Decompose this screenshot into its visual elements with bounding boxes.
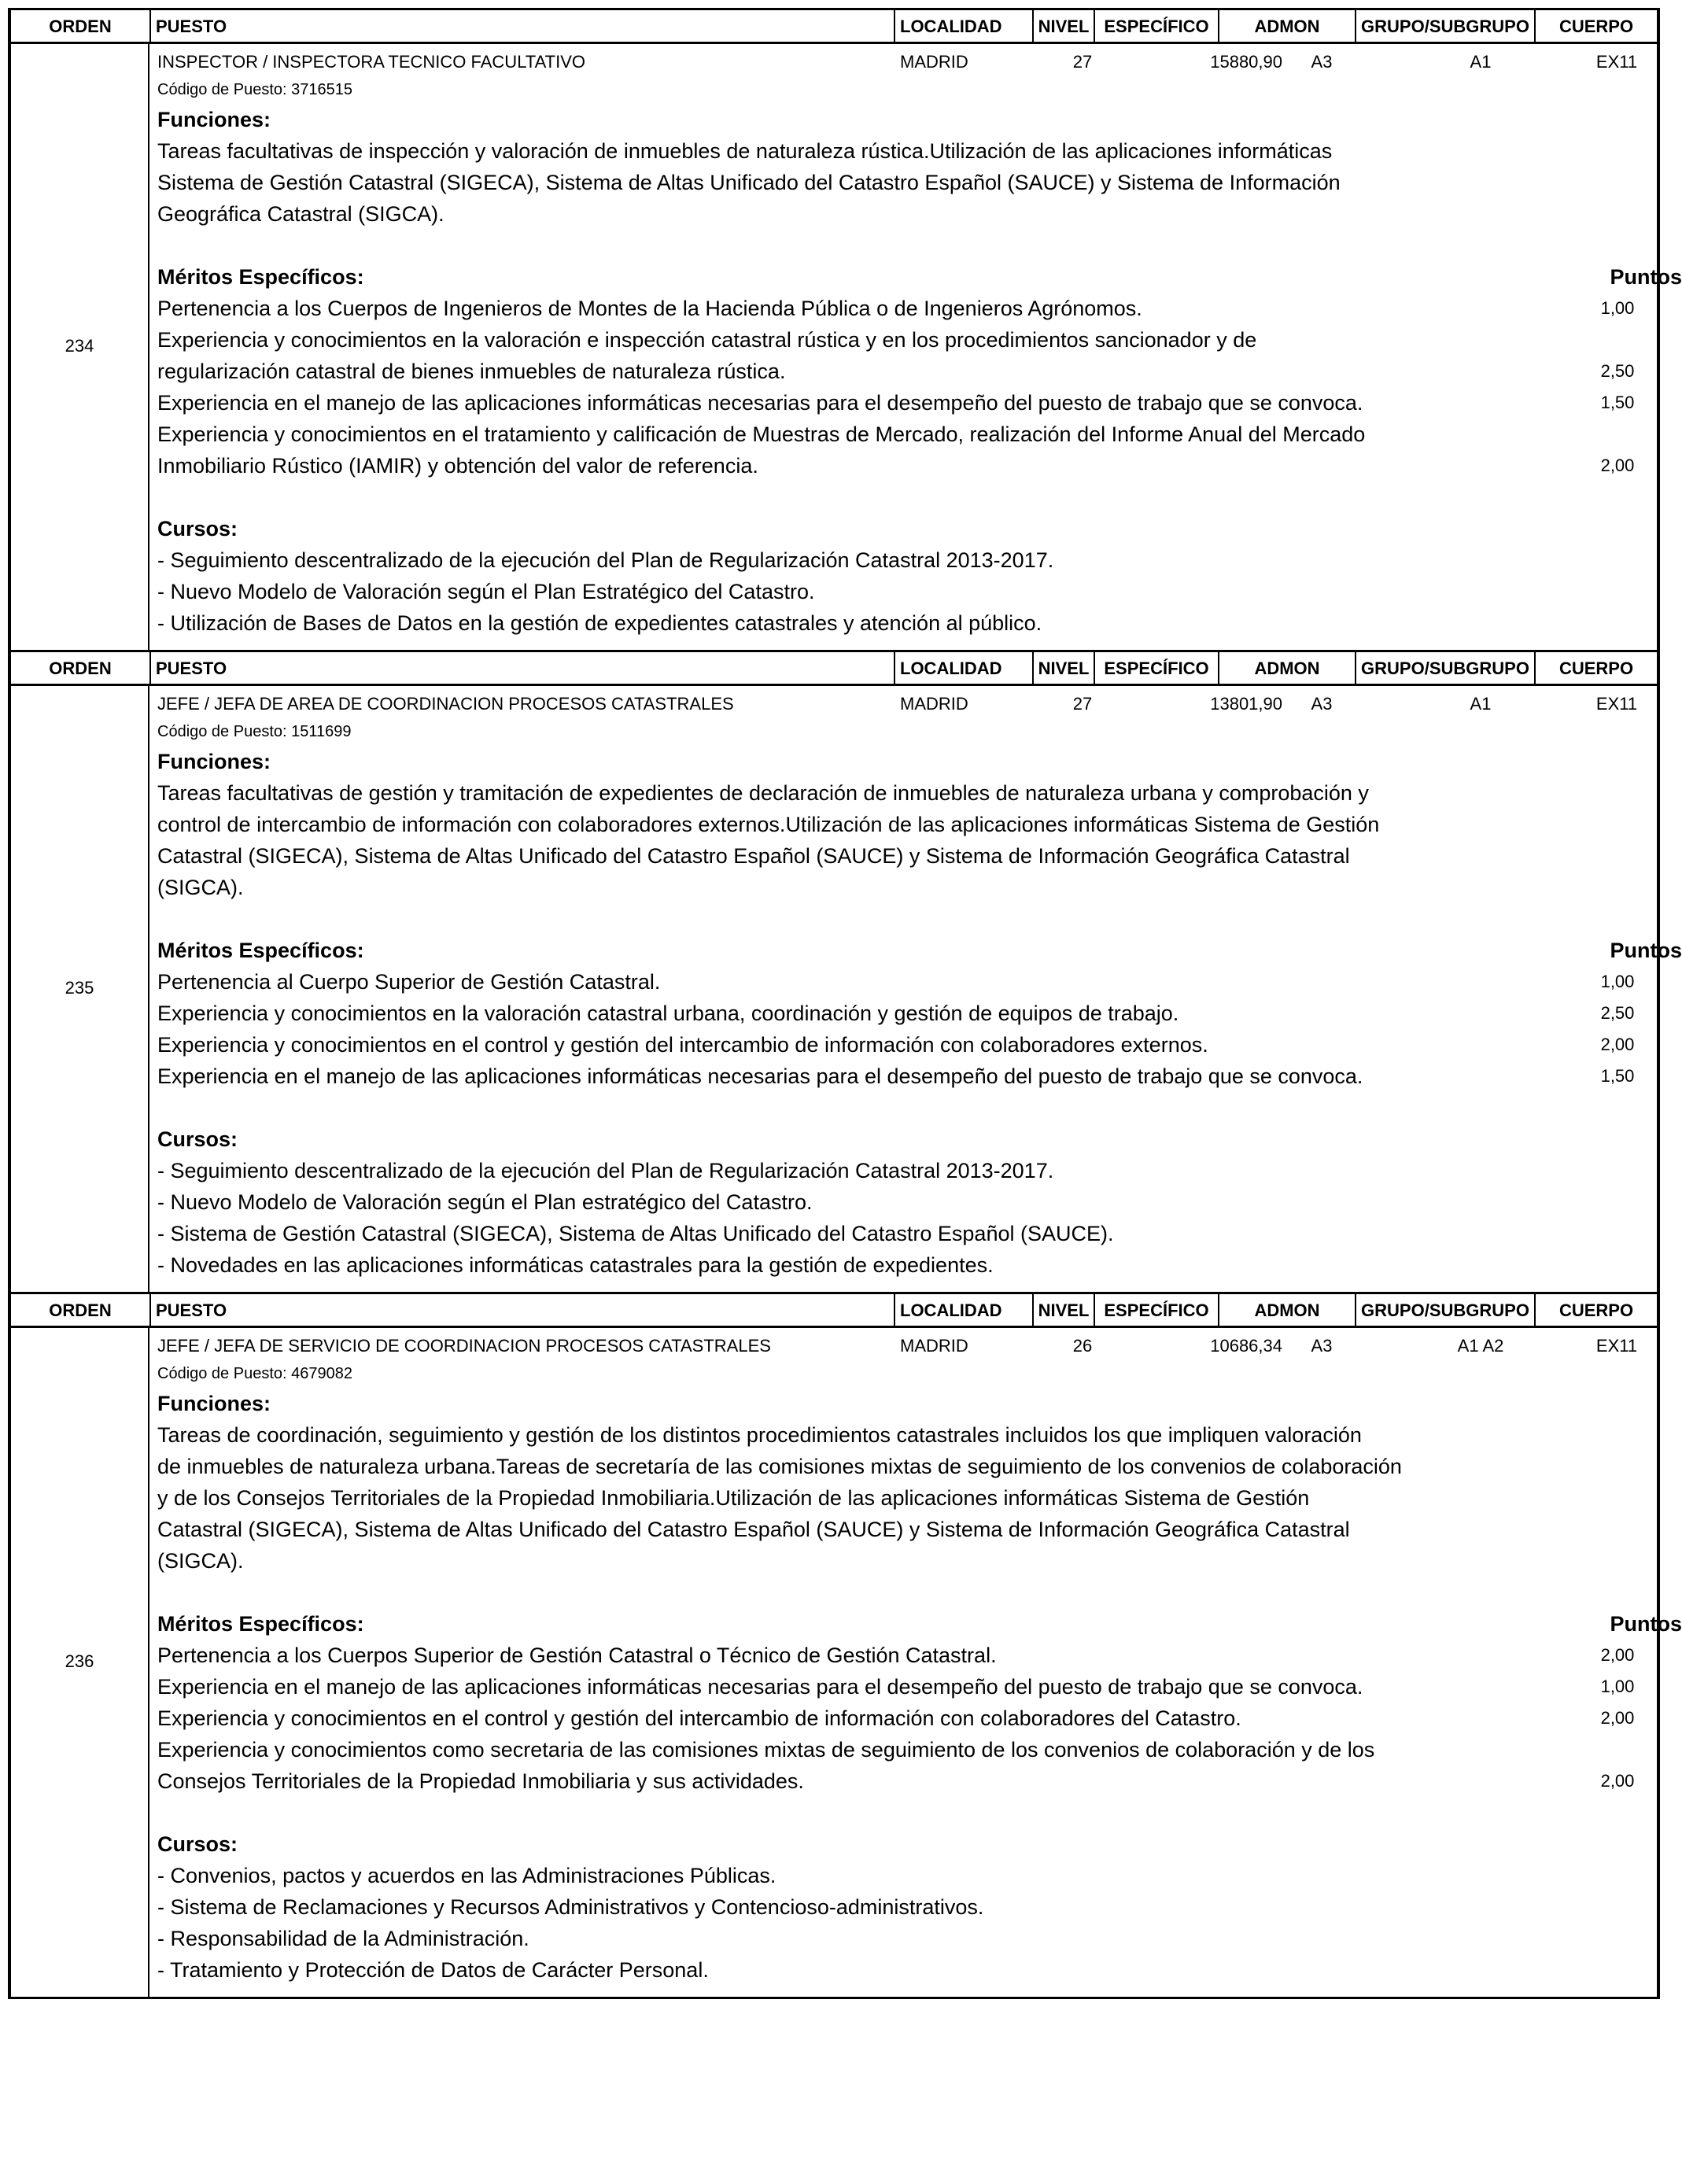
- merito-item: [157, 1029, 1635, 1061]
- header-cuerpo: CUERPO: [1558, 1300, 1634, 1320]
- merito-puntos: 2,00: [1600, 1035, 1635, 1054]
- curso-item: - Convenios, pactos y acuerdos en las Administraciones Públicas.: [157, 1864, 776, 1887]
- spacer: [157, 481, 1657, 513]
- curso-item: - Responsabilidad de la Administración.: [157, 1927, 529, 1950]
- meritos-header-row: [157, 261, 1682, 293]
- merito-puntos: 1,00: [1600, 298, 1635, 318]
- codigo-puesto: Código de Puesto: 1511699: [157, 723, 352, 740]
- meritos-heading: Méritos Específicos:: [157, 939, 364, 962]
- merito-puntos: 2,00: [1600, 1771, 1635, 1791]
- header-grupo: GRUPO/SUBGRUPO: [1355, 1294, 1536, 1326]
- field-especifico: 10686,34: [1210, 1336, 1282, 1356]
- merito-puntos: 1,00: [1600, 972, 1635, 991]
- header-grupo: GRUPO/SUBGRUPO: [1355, 10, 1536, 42]
- merito-line: Inmobiliario Rústico (IAMIR) y obtención del valor de referencia.: [157, 454, 758, 478]
- field-admon: A3: [1311, 694, 1333, 714]
- merito-item: [157, 324, 1635, 387]
- merito-item: [157, 1703, 1635, 1734]
- field-localidad: MADRID: [900, 694, 968, 714]
- field-especifico: 15880,90: [1210, 52, 1282, 72]
- merito-line: Pertenencia al Cuerpo Superior de Gestión Catastral.: [157, 970, 661, 994]
- curso-item: - Sistema de Reclamaciones y Recursos Administrativos y Contencioso-administrativos.: [157, 1895, 984, 1919]
- table-header: [11, 1294, 1657, 1328]
- merito-puntos: 1,00: [1600, 1677, 1635, 1696]
- funciones-line: (SIGCA).: [157, 1549, 244, 1573]
- header-especifico: ESPECÍFICO: [1094, 1294, 1219, 1326]
- funciones-line: Catastral (SIGECA), Sistema de Altas Unificado del Catastro Español (SAUCE) y Sistema de Información Geográfica Catastral: [157, 844, 1350, 868]
- merito-puntos: 2,00: [1600, 1708, 1635, 1728]
- field-localidad: MADRID: [900, 52, 968, 72]
- puntos-heading: Puntos: [1610, 1612, 1682, 1636]
- field-admon: A3: [1311, 52, 1333, 72]
- header-especifico: ESPECÍFICO: [1094, 652, 1219, 684]
- merito-puntos: 2,00: [1600, 1645, 1635, 1665]
- field-grupo: A1: [1470, 694, 1492, 714]
- merito-line: Experiencia y conocimientos en el tratamiento y calificación de Muestras de Mercado, realización del Informe Anual del Mercado: [157, 422, 1366, 446]
- header-admon: ADMON: [1254, 1300, 1320, 1320]
- table-header: [11, 652, 1657, 686]
- position-row: [157, 691, 1657, 718]
- orden-column: [11, 1328, 149, 1997]
- field-grupo: A1 A2: [1457, 1336, 1504, 1356]
- entry-content: [157, 44, 1682, 650]
- job-entry: [8, 650, 1682, 1292]
- cursos-heading: Cursos:: [157, 517, 238, 540]
- orden-column: [11, 686, 149, 1292]
- cursos-heading: Cursos:: [157, 1832, 238, 1856]
- header-localidad: LOCALIDAD: [894, 1294, 1032, 1326]
- funciones-line: Tareas facultativas de inspección y valoración de inmuebles de naturaleza rústica.Utilización de las aplicaciones informáticas: [157, 139, 1333, 163]
- merito-line: Pertenencia a los Cuerpos de Ingenieros de Montes de la Hacienda Pública o de Ingenieros Agrónomos.: [157, 297, 1142, 320]
- merito-line: Experiencia en el manejo de las aplicaciones informáticas necesarias para el desempeño del puesto de trabajo que se convoca.: [157, 1675, 1363, 1699]
- merito-item: [157, 1671, 1635, 1703]
- funciones-heading: Funciones:: [157, 108, 271, 131]
- field-especifico: 13801,90: [1210, 694, 1282, 714]
- entry-content: [157, 686, 1682, 1292]
- job-listing-document: [8, 8, 1682, 1999]
- merito-puntos: 2,50: [1600, 1003, 1635, 1023]
- field-puesto: JEFE / JEFA DE SERVICIO DE COORDINACION PROCESOS CATASTRALES: [157, 1336, 771, 1356]
- field-puesto: JEFE / JEFA DE AREA DE COORDINACION PROCESOS CATASTRALES: [157, 694, 734, 714]
- field-cuerpo: EX11: [1595, 52, 1638, 72]
- funciones-line: Geográfica Catastral (SIGCA).: [157, 202, 444, 226]
- codigo-puesto: Código de Puesto: 3716515: [157, 81, 352, 98]
- funciones-line: control de intercambio de información con colaboradores externos.Utilización de las aplicaciones informáticas Sistema de Gestión: [157, 813, 1380, 836]
- curso-item: - Seguimiento descentralizado de la ejecución del Plan de Regularización Catastral 2013-2017.: [157, 548, 1054, 572]
- funciones-line: de inmuebles de naturaleza urbana.Tareas de secretaría de las comisiones mixtas de seguimiento de los convenios de colaboración: [157, 1455, 1402, 1478]
- merito-item: [157, 419, 1635, 481]
- meritos-header-row: [157, 935, 1682, 966]
- header-nivel: NIVEL: [1032, 1294, 1094, 1326]
- puntos-heading: Puntos: [1610, 265, 1682, 289]
- header-nivel: NIVEL: [1032, 652, 1094, 684]
- funciones-heading: Funciones:: [157, 1392, 271, 1415]
- field-nivel: 27: [1072, 52, 1093, 72]
- orden-column: [11, 44, 149, 650]
- funciones-line: Tareas facultativas de gestión y tramitación de expedientes de declaración de inmuebles de naturaleza urbana y comprobación y: [157, 781, 1369, 805]
- header-cuerpo: CUERPO: [1558, 17, 1634, 36]
- merito-puntos: 1,50: [1600, 393, 1635, 412]
- header-orden: ORDEN: [49, 1300, 112, 1320]
- puntos-heading: Puntos: [1610, 939, 1682, 962]
- merito-line: Experiencia en el manejo de las aplicaciones informáticas necesarias para el desempeño del puesto de trabajo que se convoca.: [157, 391, 1363, 415]
- field-admon: A3: [1311, 1336, 1333, 1356]
- merito-line: Experiencia y conocimientos como secretaria de las comisiones mixtas de seguimiento de los convenios de colaboración y de los: [157, 1738, 1375, 1762]
- orden-number: 236: [65, 1651, 94, 1671]
- orden-number: 234: [65, 336, 94, 356]
- table-header: [11, 10, 1657, 44]
- job-entry: [8, 8, 1682, 650]
- merito-line: Experiencia y conocimientos en el control y gestión del intercambio de información con colaboradores externos.: [157, 1033, 1208, 1057]
- meritos-header-row: [157, 1608, 1682, 1640]
- merito-item: [157, 1061, 1635, 1092]
- funciones-line: y de los Consejos Territoriales de la Propiedad Inmobiliaria.Utilización de las aplicaciones informáticas Sistema de Gestión: [157, 1486, 1310, 1510]
- field-cuerpo: EX11: [1595, 1336, 1638, 1356]
- spacer: [157, 1092, 1657, 1123]
- header-orden: ORDEN: [49, 659, 112, 678]
- merito-line: Experiencia en el manejo de las aplicaciones informáticas necesarias para el desempeño del puesto de trabajo que se convoca.: [157, 1064, 1363, 1088]
- header-localidad: LOCALIDAD: [894, 10, 1032, 42]
- merito-puntos: 2,50: [1600, 361, 1635, 381]
- funciones-line: (SIGCA).: [157, 876, 244, 899]
- header-puesto: PUESTO: [149, 10, 894, 42]
- field-nivel: 27: [1072, 694, 1093, 714]
- field-grupo: A1: [1470, 52, 1492, 72]
- curso-item: - Seguimiento descentralizado de la ejecución del Plan de Regularización Catastral 2013-2017.: [157, 1159, 1054, 1182]
- header-localidad: LOCALIDAD: [894, 652, 1032, 684]
- field-puesto: INSPECTOR / INSPECTORA TECNICO FACULTATIVO: [157, 52, 585, 72]
- codigo-puesto: Código de Puesto: 4679082: [157, 1365, 352, 1382]
- funciones-heading: Funciones:: [157, 750, 271, 773]
- merito-puntos: 1,50: [1600, 1066, 1635, 1086]
- merito-item: [157, 387, 1635, 419]
- merito-item: [157, 1640, 1635, 1671]
- funciones-line: Tareas de coordinación, seguimiento y gestión de los distintos procedimientos catastrales incluidos los que impliquen valoración: [157, 1423, 1362, 1447]
- merito-line: Experiencia y conocimientos en la valoración catastral urbana, coordinación y gestión de equipos de trabajo.: [157, 1002, 1179, 1025]
- header-admon: ADMON: [1254, 659, 1320, 678]
- curso-item: - Nuevo Modelo de Valoración según el Plan Estratégico del Catastro.: [157, 580, 815, 603]
- header-puesto: PUESTO: [149, 1294, 894, 1326]
- funciones-line: Catastral (SIGECA), Sistema de Altas Unificado del Catastro Español (SAUCE) y Sistema de Información Geográfica Catastral: [157, 1518, 1350, 1541]
- cursos-heading: Cursos:: [157, 1127, 238, 1151]
- field-localidad: MADRID: [900, 1336, 968, 1356]
- field-cuerpo: EX11: [1595, 694, 1638, 714]
- merito-puntos: 2,00: [1600, 456, 1635, 475]
- header-admon: ADMON: [1254, 17, 1320, 36]
- header-cuerpo: CUERPO: [1558, 659, 1634, 678]
- header-orden: ORDEN: [49, 17, 112, 36]
- entry-body: [11, 686, 1682, 1292]
- entry-content: [157, 1328, 1682, 1997]
- job-entry: [8, 1292, 1682, 1999]
- funciones-line: Sistema de Gestión Catastral (SIGECA), Sistema de Altas Unificado del Catastro Español (SAUCE) y Sistema de Información: [157, 171, 1341, 194]
- meritos-heading: Méritos Específicos:: [157, 265, 364, 289]
- header-puesto: PUESTO: [149, 652, 894, 684]
- merito-line: Experiencia y conocimientos en la valoración e inspección catastral rústica y en los procedimientos sancionador y de: [157, 328, 1257, 352]
- header-nivel: NIVEL: [1032, 10, 1094, 42]
- entry-body: [11, 44, 1682, 650]
- merito-item: [157, 293, 1635, 324]
- merito-line: Pertenencia a los Cuerpos Superior de Gestión Catastral o Técnico de Gestión Catastral.: [157, 1644, 997, 1667]
- field-nivel: 26: [1072, 1336, 1093, 1356]
- spacer: [157, 1797, 1657, 1828]
- position-row: [157, 1333, 1657, 1359]
- merito-line: regularización catastral de bienes inmuebles de naturaleza rústica.: [157, 360, 786, 383]
- merito-item: [157, 1734, 1635, 1797]
- merito-item: [157, 998, 1635, 1029]
- merito-line: Consejos Territoriales de la Propiedad Inmobiliaria y sus actividades.: [157, 1769, 804, 1793]
- merito-line: Experiencia y conocimientos en el control y gestión del intercambio de información con colaboradores del Catastro.: [157, 1706, 1241, 1730]
- meritos-heading: Méritos Específicos:: [157, 1612, 364, 1636]
- spacer: [157, 230, 1657, 261]
- entry-body: [11, 1328, 1682, 1997]
- curso-item: - Nuevo Modelo de Valoración según el Plan estratégico del Catastro.: [157, 1190, 813, 1214]
- spacer: [157, 903, 1657, 935]
- merito-item: [157, 966, 1635, 998]
- orden-number: 235: [65, 978, 94, 998]
- curso-item: - Tratamiento y Protección de Datos de Carácter Personal.: [157, 1958, 709, 1982]
- curso-item: - Utilización de Bases de Datos en la gestión de expedientes catastrales y atención al público.: [157, 611, 1042, 635]
- header-especifico: ESPECÍFICO: [1094, 10, 1219, 42]
- header-grupo: GRUPO/SUBGRUPO: [1355, 652, 1536, 684]
- spacer: [157, 1577, 1657, 1608]
- curso-item: - Novedades en las aplicaciones informáticas catastrales para la gestión de expedientes.: [157, 1253, 994, 1277]
- position-row: [157, 49, 1657, 76]
- curso-item: - Sistema de Gestión Catastral (SIGECA), Sistema de Altas Unificado del Catastro Español (SAUCE).: [157, 1222, 1114, 1245]
